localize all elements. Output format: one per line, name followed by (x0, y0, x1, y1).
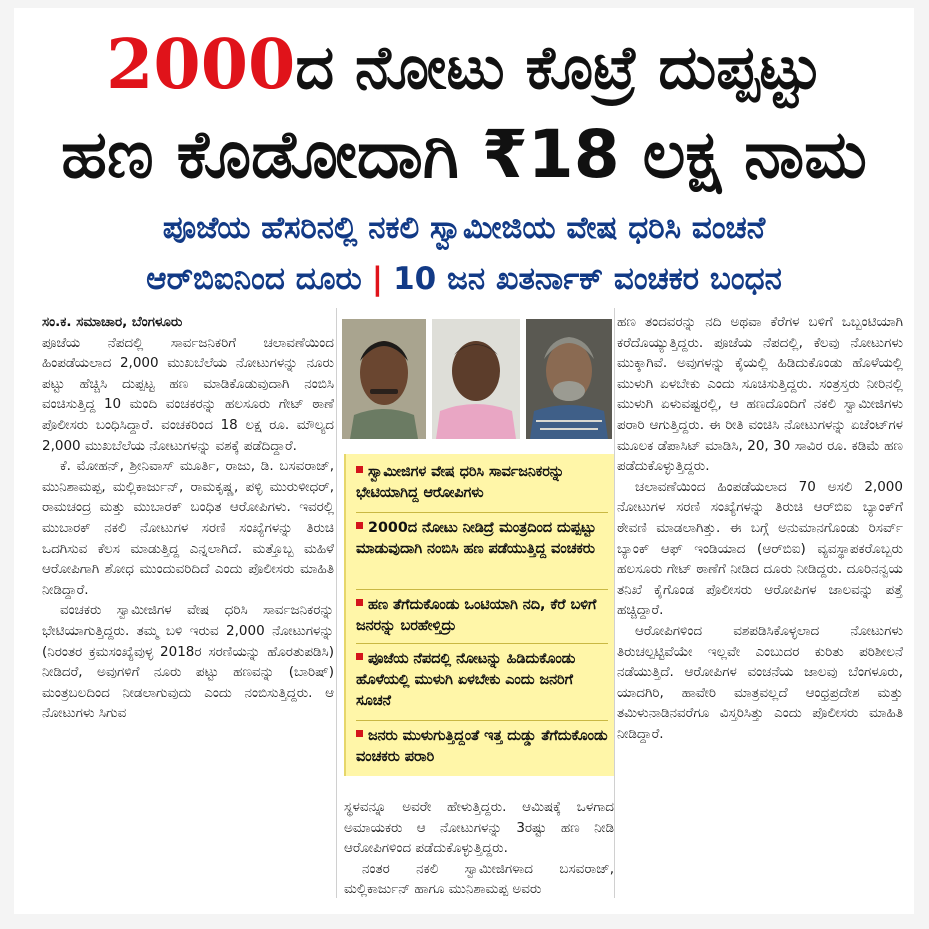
paragraph: ಹಣ ತಂದವರನ್ನು ನದಿ ಅಥವಾ ಕೆರೆಗಳ ಬಳಿಗೆ ಒಬ್ಬಂಟಿಯಾಗಿ ಕರೆದೊಯ್ಯುತ್ತಿದ್ದರು. ಪೂಜೆಯ ನೆಪದಲ್ಲಿ, ಕೆಲವು ನೋಟುಗಳು ಮುಕ್ಕಾಗಿವೆ. ಅವುಗಳನ್ನು ಕೈಯಲ್ಲಿ ಹಿಡಿದುಕೊಂಡು ಹೊಳೆಯಲ್ಲಿ ಮುಳುಗಿ ಏಳಬೇಕು ಎಂದು ಸೂಚಿಸುತ್ತಿದ್ದರು. ಸಂತ್ರಸ್ತರು ನೀರಿನಲ್ಲಿ ಮುಳುಗಿ ಏಳುವಷ್ಟರಲ್ಲಿ, ಆ ಹಣದೊಂದಿಗೆ ನಕಲಿ ಸ್ವಾಮೀಜಿಗಳು ಪರಾರಿ ಆಗುತ್ತಿದ್ದರು. ಈ ರೀತಿ ವಂಚಿಸಿ ನೋಟುಗಳನ್ನು ಏಜೆಂಟ್‌ಗಳ ಮೂಲಕ ಡೆಪಾಸಿಟ್ ಮಾಡಿಸಿ, 20, 30 ಸಾವಿರ ರೂ. ಕಡಿಮೆ ಹಣ ಪಡೆದುಕೊಳ್ಳುತ್ತಿದ್ದರು. (617, 314, 903, 475)
headline-line-2: ಹಣ ಕೊಡೋದಾಗಿ ₹18 ಲಕ್ಷ ನಾಮ (61, 116, 867, 193)
highlight-text: ಜನರು ಮುಳುಗುತ್ತಿದ್ದಂತೆ ಇತ್ತ ದುಡ್ಡು ತೆಗೆದುಕೊಂಡು ವಂಚಕರು ಪರಾರಿ (356, 728, 608, 765)
article-column-1 (42, 312, 334, 724)
article-column-2 (344, 797, 614, 900)
highlight-text: 2000ದ ನೋಟು ನೀಡಿದ್ರೆ ಮಂತ್ರದಿಂದ ದುಪ್ಪಟ್ಟು ಮಾಡುವುದಾಗಿ ನಂಬಿಸಿ ಹಣ ಪಡೆಯುತ್ತಿದ್ದ ವಂಚಕರು (356, 520, 596, 557)
highlight-item (356, 462, 608, 504)
person-icon (432, 319, 520, 439)
accused-photo (526, 319, 612, 439)
highlight-item (356, 595, 608, 637)
highlight-text: ಹಣ ತೆಗೆದುಕೊಂಡು ಒಂಟಿಯಾಗಿ ನದಿ, ಕೆರೆ ಬಳಿಗೆ ಜನರನ್ನು ಬರಹೇಳ್ತಿದ್ರು (356, 597, 597, 634)
paragraph: ವಂಚಕರು ಸ್ವಾಮೀಜಿಗಳ ವೇಷ ಧರಿಸಿ ಸಾರ್ವಜನಿಕರನ್ನು ಭೇಟಿಯಾಗುತ್ತಿದ್ದರು. ತಮ್ಮ ಬಳಿ ಇರುವ 2,000 ನೋಟುಗಳನ್ನು (ನಿರಂತರ ಕ್ರಮಸಂಖ್ಯೆವುಳ್ಳ 2018ರ ಸರಣಿಯನ್ನು ಹೊರತುಪಡಿಸಿ) ನೀಡಿದರೆ, ಅವುಗಳಿಗೆ ನೂರು ಪಟ್ಟು ಹಣವನ್ನು (ಬಾರಿಷ್) ಮಂತ್ರಬಲದಿಂದ ನೀಡಲಾಗುವುದು ಎಂದು ನಂಬಿಸುತ್ತಿದ್ದರು. ಆ ನೋಟುಗಳು ಸಿಗುವ (42, 602, 334, 722)
paragraph: ಸ್ಥಳವನ್ನೂ ಅವರೇ ಹೇಳುತ್ತಿದ್ದರು. ಆಮಿಷಕ್ಕೆ ಒಳಗಾದ ಅಮಾಯಕರು ಆ ನೋಟುಗಳನ್ನು 3ರಷ್ಟು ಹಣ ನೀಡಿ ಆರೋಪಿಗಳಿಂದ ಪಡೆದುಕೊಳ್ಳುತ್ತಿದ್ದರು. (344, 799, 614, 857)
newspaper-page (14, 8, 914, 914)
highlight-item (356, 649, 608, 712)
bullet-icon (356, 466, 363, 473)
highlight-item (356, 518, 608, 560)
bullet-icon (356, 599, 363, 606)
bullet-icon (356, 730, 363, 737)
highlight-divider (356, 589, 608, 590)
column-divider (614, 308, 615, 898)
bullet-icon (356, 653, 363, 660)
person-icon (342, 319, 426, 439)
headline-line-1 (14, 24, 914, 106)
subheadline-1: ಪೂಜೆಯ ಹೆಸರಿನಲ್ಲಿ ನಕಲಿ ಸ್ವಾಮೀಜಿಯ ವೇಷ ಧರಿಸಿ ವಂಚನೆ (162, 210, 766, 246)
highlight-text: ಸ್ವಾಮೀಜಿಗಳ ವೇಷ ಧರಿಸಿ ಸಾರ್ವಜನಿಕರನ್ನು ಭೇಟಿಯಾಗಿದ್ದ ಆರೋಪಿಗಳು (356, 464, 565, 501)
highlight-divider (356, 512, 608, 513)
highlight-item (356, 726, 608, 768)
paragraph: ನಂತರ ನಕಲಿ ಸ್ವಾಮೀಜಿಗಳಾದ ಬಸವರಾಜ್, ಮಲ್ಲಿಕಾರ್ಜುನ್ ಹಾಗೂ ಮುನಿಶಾಮಪ್ಪ ಅವರು (344, 860, 614, 898)
article-column-3 (617, 312, 903, 744)
dateline: ಸಂ.ಕ. ಸಮಾಚಾರ, ಬೆಂಗಳೂರು (42, 314, 183, 330)
highlight-divider (356, 720, 608, 721)
headline-number: 2000 (106, 25, 296, 105)
subheadline-2 (14, 256, 914, 302)
paragraph: ಕೆ. ಮೋಹನ್, ಶ್ರೀನಿವಾಸ್ ಮೂರ್ತಿ, ರಾಜು, ಡಿ. ಬಸವರಾಜ್, ಮುನಿಶಾಮಪ್ಪ, ಮಲ್ಲಿಕಾರ್ಜುನ್, ರಾಮಕೃಷ್ಣ, ಪಳ್ಳಿ ಮುರುಳೀಧರ್, ರಾಮಚಂದ್ರ ಮತ್ತು ಮುಬಾರಕ್ ಬಂಧಿತ ಆರೋಪಿಗಳು. ಇವರಲ್ಲಿ ಮುಬಾರಕ್ ನಕಲಿ ನೋಟುಗಳ ಸರಣಿ ಸಂಖ್ಯೆಗಳನ್ನು ತಿರುಚಿ ಒದಗಿಸುವ ಕೆಲಸ ಮಾಡುತ್ತಿದ್ದ ಎನ್ನಲಾಗಿದೆ. ಮತ್ತೊಬ್ಬ ಮಹಿಳೆ ಆರೋಪಿಗಾಗಿ ಶೋಧ ಮುಂದುವರಿದಿದೆ ಎಂದು ಪೊಲೀಸರು ಮಾಹಿತಿ ನೀಡಿದ್ದಾರೆ. (42, 458, 334, 598)
accused-photos (332, 319, 612, 439)
subheadline-2-right: 10 ಜನ ಖತರ್ನಾಕ್ ವಂಚಕರ ಬಂಧನ (393, 261, 782, 297)
highlights-box (344, 454, 614, 776)
accused-photo (432, 319, 520, 439)
highlight-text: ಪೂಜೆಯ ನೆಪದಲ್ಲಿ ನೋಟನ್ನು ಹಿಡಿದುಕೊಂಡು ಹೊಳೆಯಲ್ಲಿ ಮುಳುಗಿ ಏಳಬೇಕು ಎಂದು ಜನರಿಗೆ ಸೂಚನೆ (356, 651, 576, 709)
accused-photo (342, 319, 426, 439)
person-icon (526, 319, 612, 439)
headline-line-1-text: ದ ನೋಟು ಕೊಟ್ರೆ ದುಪ್ಪಟ್ಟು (295, 33, 822, 103)
paragraph: ಚಲಾವಣೆಯಿಂದ ಹಿಂಪಡೆಯಲಾದ 70 ಅಸಲಿ 2,000 ನೋಟುಗಳ ಸರಣಿ ಸಂಖ್ಯೆಗಳನ್ನು ತಿರುಚಿ ಆರ್‌ಬಿಐ ಬ್ಯಾಂಕ್‌ಗೆ ಠೇವಣಿ ಮಾಡಲಾಗಿತ್ತು. ಈ ಬಗ್ಗೆ ಅನುಮಾನಗೊಂಡು ರಿಸರ್ವ್ ಬ್ಯಾಂಕ್ ಆಫ್ ಇಂಡಿಯಾದ (ಆರ್‌ಬಿಐ) ವ್ಯವಸ್ಥಾಪಕರೊಬ್ಬರು ಹಲಸೂರು ಗೇಟ್ ಠಾಣೆಗೆ ನೀಡಿದ ದೂರು ನೀಡಿದ್ದರು. ದೂರಿನನ್ವಯ ತನಿಖೆ ಕೈಗೊಂಡ ಪೊಲೀಸರು ಆರೋಪಿಗಳ ಜಾಲವನ್ನು ಪತ್ತೆ ಹಚ್ಚಿದ್ದಾರೆ. (617, 478, 903, 619)
subheadline-separator: | (371, 261, 384, 297)
bullet-icon (356, 522, 363, 529)
paragraph: ಆರೋಪಿಗಳಿಂದ ವಶಪಡಿಸಿಕೊಳ್ಳಲಾದ ನೋಟುಗಳು ತಿರುಚಲ್ಪಟ್ಟಿವೆಯೇ ಇಲ್ಲವೇ ಎಂಬುದರ ಕುರಿತು ಪರಿಶೀಲನೆ ನಡೆಯುತ್ತಿದೆ. ಆರೋಪಿಗಳ ವಂಚನೆಯ ಜಾಲವು ಬೆಂಗಳೂರು, ಯಾದಗಿರಿ, ಹಾವೇರಿ ಮಾತ್ರವಲ್ಲದೆ ಆಂಧ್ರಪ್ರದೇಶ ಮತ್ತು ತಮಿಳುನಾಡಿನವರೆಗೂ ವಿಸ್ತರಿಸಿತ್ತು ಎಂದು ಪೊಲೀಸರು ಮಾಹಿತಿ ನೀಡಿದ್ದಾರೆ. (617, 622, 903, 742)
subheadline-2-left: ಆರ್‌ಬಿಐನಿಂದ ದೂರು (146, 261, 362, 297)
paragraph: ಪೂಜೆಯ ನೆಪದಲ್ಲಿ ಸಾರ್ವಜನಿಕರಿಗೆ ಚಲಾವಣೆಯಿಂದ ಹಿಂಪಡೆಯಲಾದ 2,000 ಮುಖಬೆಲೆಯ ನೋಟುಗಳನ್ನು ನೂರು ಪಟ್ಟು ಹೆಚ್ಚಿಸಿ ದುಪ್ಪಟ್ಟ ಹಣ ಮಾಡಿಕೊಡುವುದಾಗಿ ನಂಬಿಸಿ ವಂಚಿಸುತ್ತಿದ್ದ 10 ಮಂದಿ ವಂಚಕರನ್ನು ಹಲಸೂರು ಗೇಟ್ ಠಾಣೆ ಪೊಲೀಸರು ಬಂಧಿಸಿದ್ದಾರೆ. ವಂಚಕರಿಂದ 18 ಲಕ್ಷ ರೂ. ಮೌಲ್ಯದ 2,000 ಮುಖಬೆಲೆಯ ನೋಟುಗಳನ್ನು ವಶಕ್ಕೆ ಪಡೆದಿದ್ದಾರೆ. (42, 334, 334, 454)
highlight-divider (356, 643, 608, 644)
